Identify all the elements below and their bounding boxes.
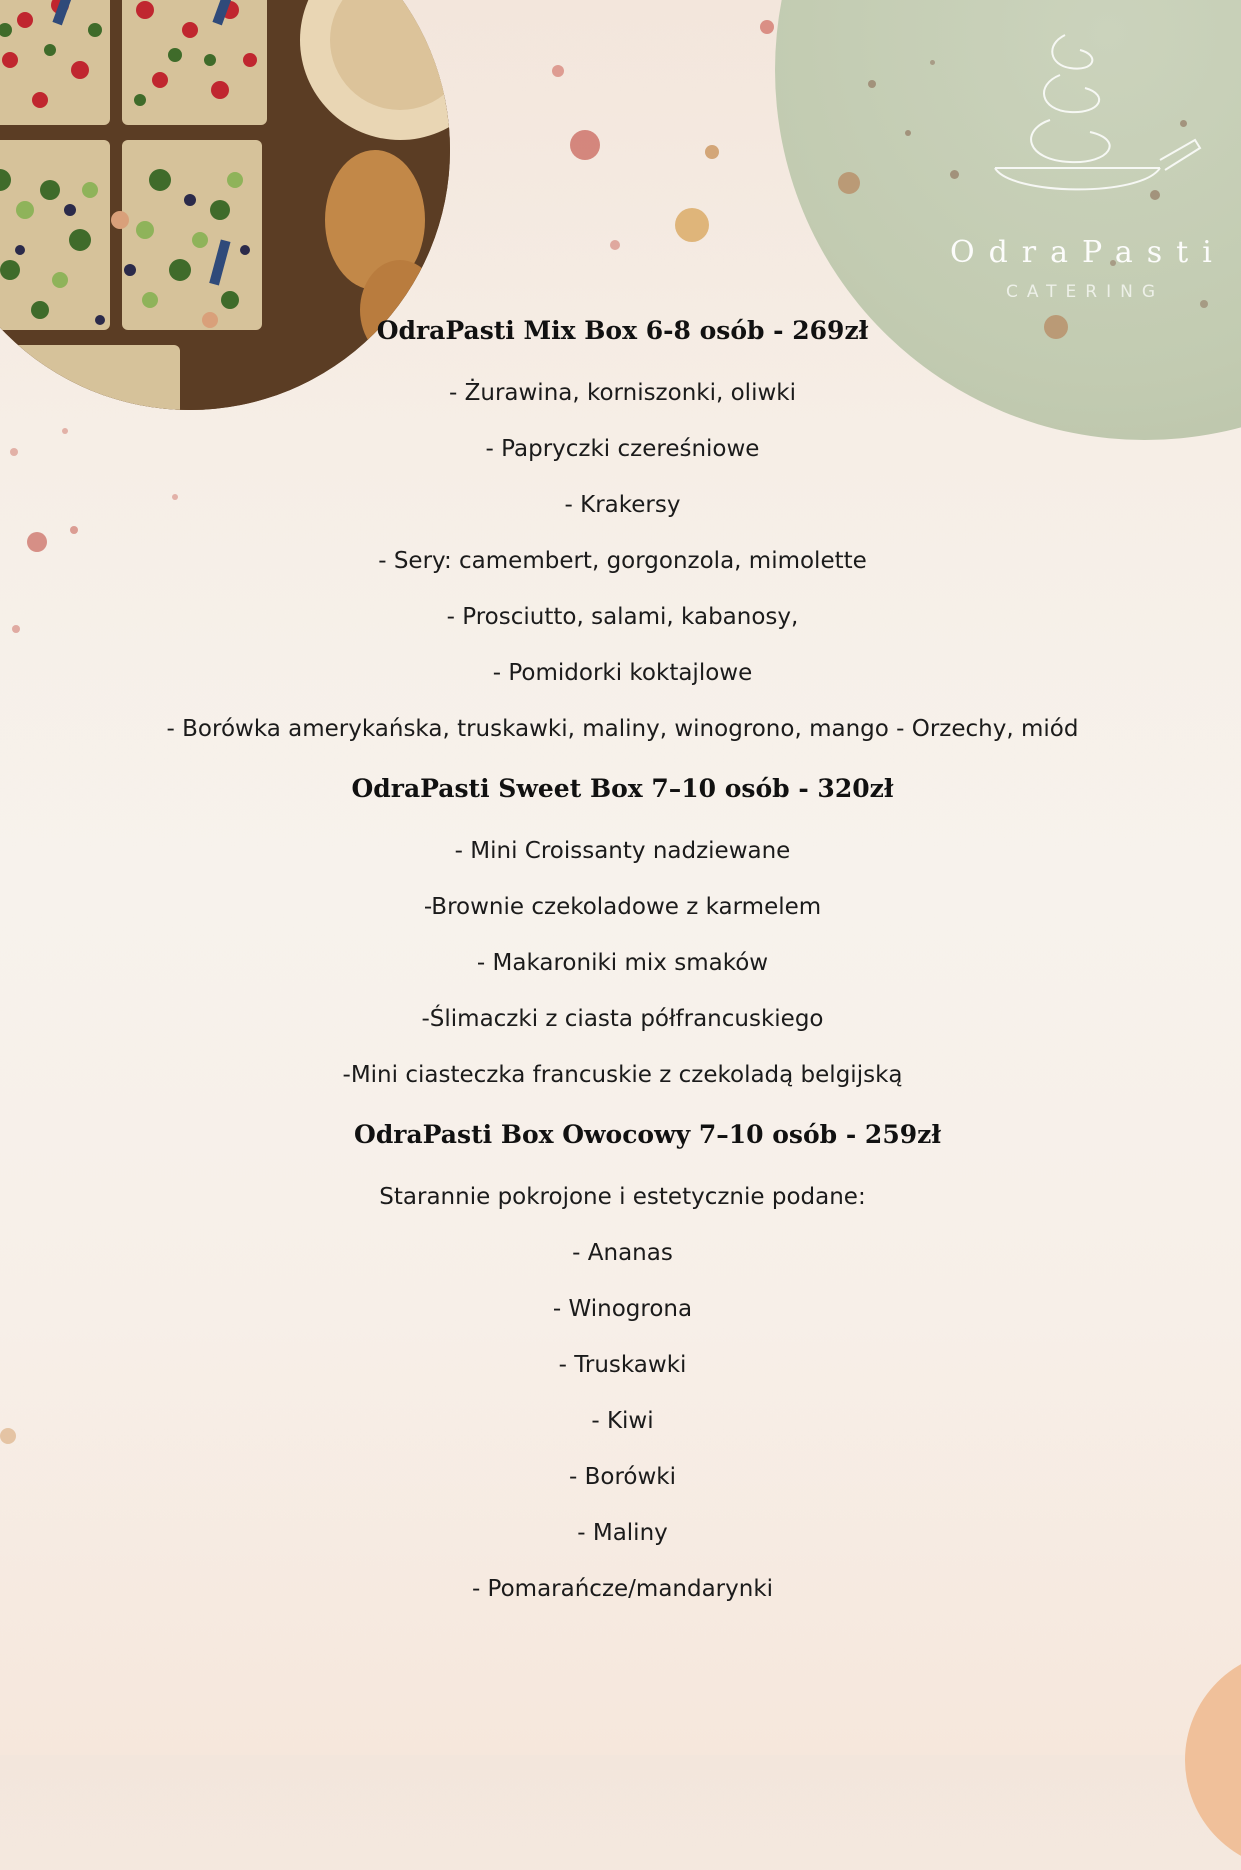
list-item: - Borówka amerykańska, truskawki, maliny, winogrono, mango - Orzechy, miód <box>166 716 1079 742</box>
list-item: - Kiwi <box>591 1408 654 1434</box>
list-item: - Papryczki czereśniowe <box>485 436 760 462</box>
decor-dot <box>0 1428 16 1444</box>
decor-dot <box>12 625 20 633</box>
section-intro: Starannie pokrojone i estetycznie podane: <box>379 1184 866 1210</box>
menu-content <box>120 313 1125 1629</box>
list-item: - Prosciutto, salami, kabanosy, <box>446 604 799 630</box>
list-item: - Winogrona <box>552 1296 693 1322</box>
list-item: - Maliny <box>577 1520 668 1546</box>
section-title: OdraPasti Sweet Box 7–10 osób - 320zł <box>351 774 894 803</box>
decor-dot <box>930 60 935 65</box>
fruit-box-section <box>120 1117 1125 1605</box>
list-item: - Truskawki <box>558 1352 687 1378</box>
background-peach-circle <box>1185 1650 1241 1870</box>
decor-dot <box>868 80 876 88</box>
decor-dot <box>10 448 18 456</box>
list-item: - Ananas <box>572 1240 673 1266</box>
mix-box-section <box>120 313 1125 745</box>
list-item: -Mini ciasteczka francuskie z czekoladą belgijską <box>342 1062 903 1088</box>
list-item: - Pomarańcze/mandarynki <box>471 1576 774 1602</box>
decor-dot <box>760 20 774 34</box>
brand-logo <box>950 20 1226 310</box>
list-item: -Brownie czekoladowe z karmelem <box>423 894 822 920</box>
list-item: - Borówki <box>568 1464 676 1490</box>
decor-dot <box>610 240 620 250</box>
list-item: - Żurawina, korniszonki, oliwki <box>449 380 796 406</box>
list-item: - Makaroniki mix smaków <box>476 950 769 976</box>
section-title: OdraPasti Box Owocowy 7–10 osób - 259zł <box>354 1120 941 1149</box>
decor-dot <box>70 526 78 534</box>
decor-dot <box>838 172 860 194</box>
logo-name: OdraPasti <box>950 235 1226 270</box>
decor-dot <box>27 532 47 552</box>
list-item: - Sery: camembert, gorgonzola, mimolette <box>378 548 867 574</box>
list-item: - Krakersy <box>564 492 681 518</box>
decor-dot <box>552 65 564 77</box>
cooking-pot-icon <box>950 20 1220 220</box>
list-item: -Ślimaczki z ciasta półfrancuskiego <box>421 1006 824 1032</box>
logo-subtitle: CATERING <box>1005 282 1165 302</box>
decor-dot <box>905 130 911 136</box>
decor-dot <box>62 428 68 434</box>
decor-dot <box>570 130 600 160</box>
section-title: OdraPasti Mix Box 6-8 osób - 269zł <box>376 316 869 345</box>
list-item: - Mini Croissanty nadziewane <box>454 838 791 864</box>
decor-dot <box>675 208 709 242</box>
sweet-box-section <box>120 771 1125 1091</box>
decor-dot <box>705 145 719 159</box>
list-item: - Pomidorki koktajlowe <box>492 660 753 686</box>
